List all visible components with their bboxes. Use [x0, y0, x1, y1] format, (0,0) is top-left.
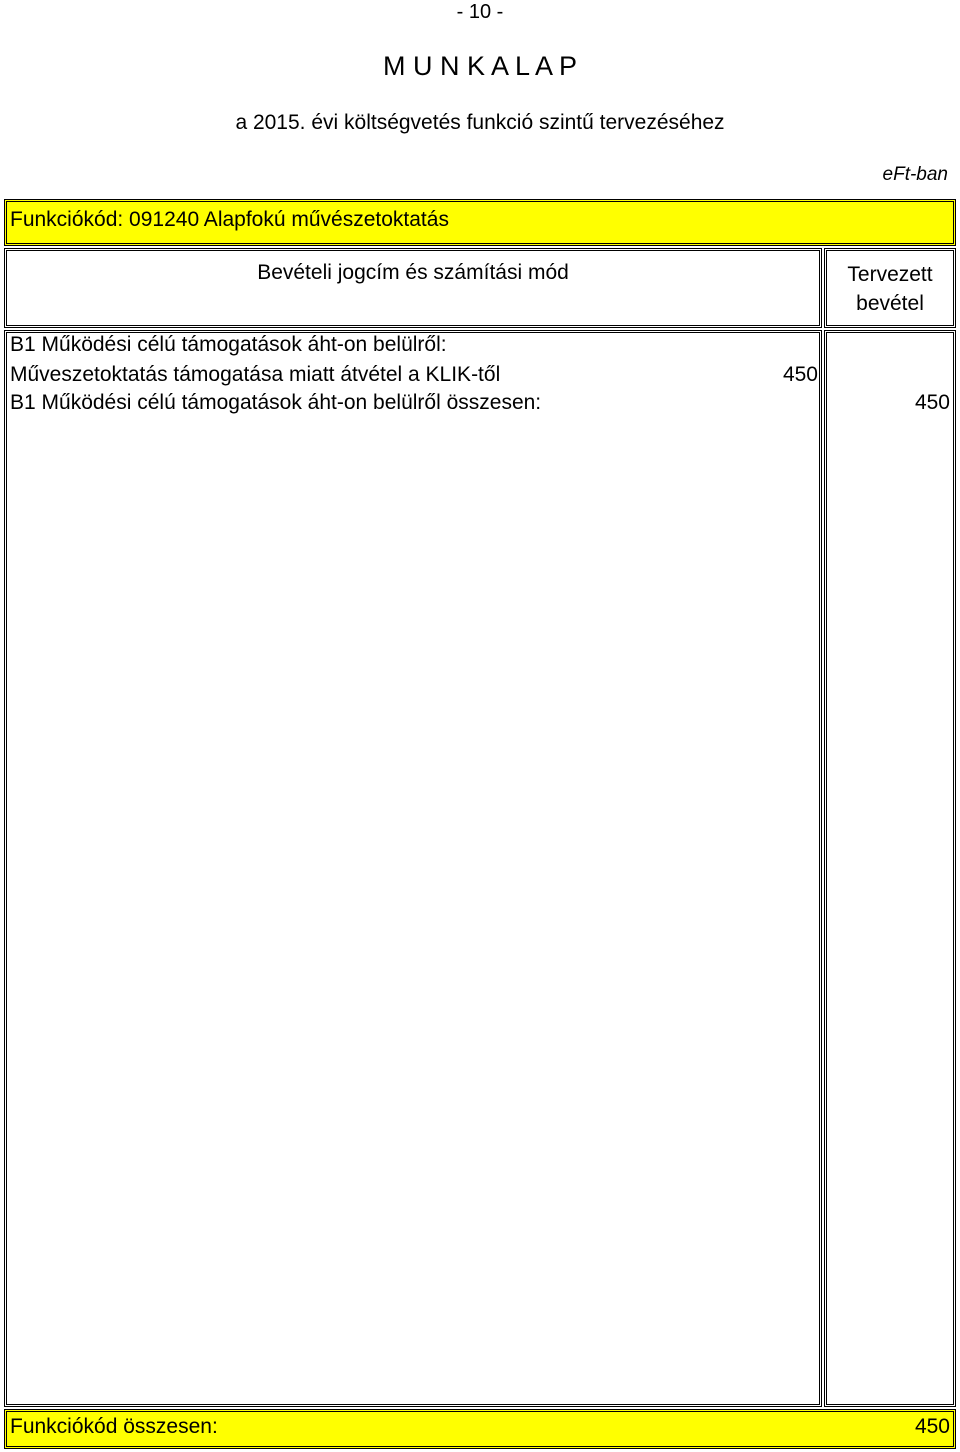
function-total-label: Funkciókód összesen: [10, 1415, 218, 1438]
page-title: M U N K A L A P [382, 51, 578, 81]
function-code-text: Funkciókód: 091240 Alapfokú művészetoktatás [10, 208, 449, 231]
unit-label: eFt-ban [882, 164, 948, 185]
table-body-left-cell [4, 330, 822, 1407]
table-row-group-heading: B1 Működési célú támogatások áht-on belülről: [10, 333, 447, 356]
function-total-value: 450 [914, 1415, 950, 1438]
column-header-planned-revenue [824, 260, 956, 318]
table-row-item-value: 450 [782, 363, 818, 386]
page-number: - 10 - [456, 1, 504, 23]
column-header-revenue-title: Bevételi jogcím és számítási mód [257, 261, 569, 284]
table-row-subtotal-label: B1 Működési célú támogatások áht-on belülről összesen: [10, 391, 542, 414]
page-subtitle: a 2015. évi költségvetés funkció szintű tervezéséhez [235, 111, 725, 134]
table-row-item-label: Műveszetoktatás támogatása miatt átvétel a KLIK-től [10, 363, 501, 386]
column-header-planned-line2: bevétel [856, 292, 924, 315]
column-header-planned-line1: Tervezett [847, 263, 933, 286]
table-body-right-cell [824, 330, 956, 1407]
table-row-subtotal-value: 450 [914, 391, 950, 414]
